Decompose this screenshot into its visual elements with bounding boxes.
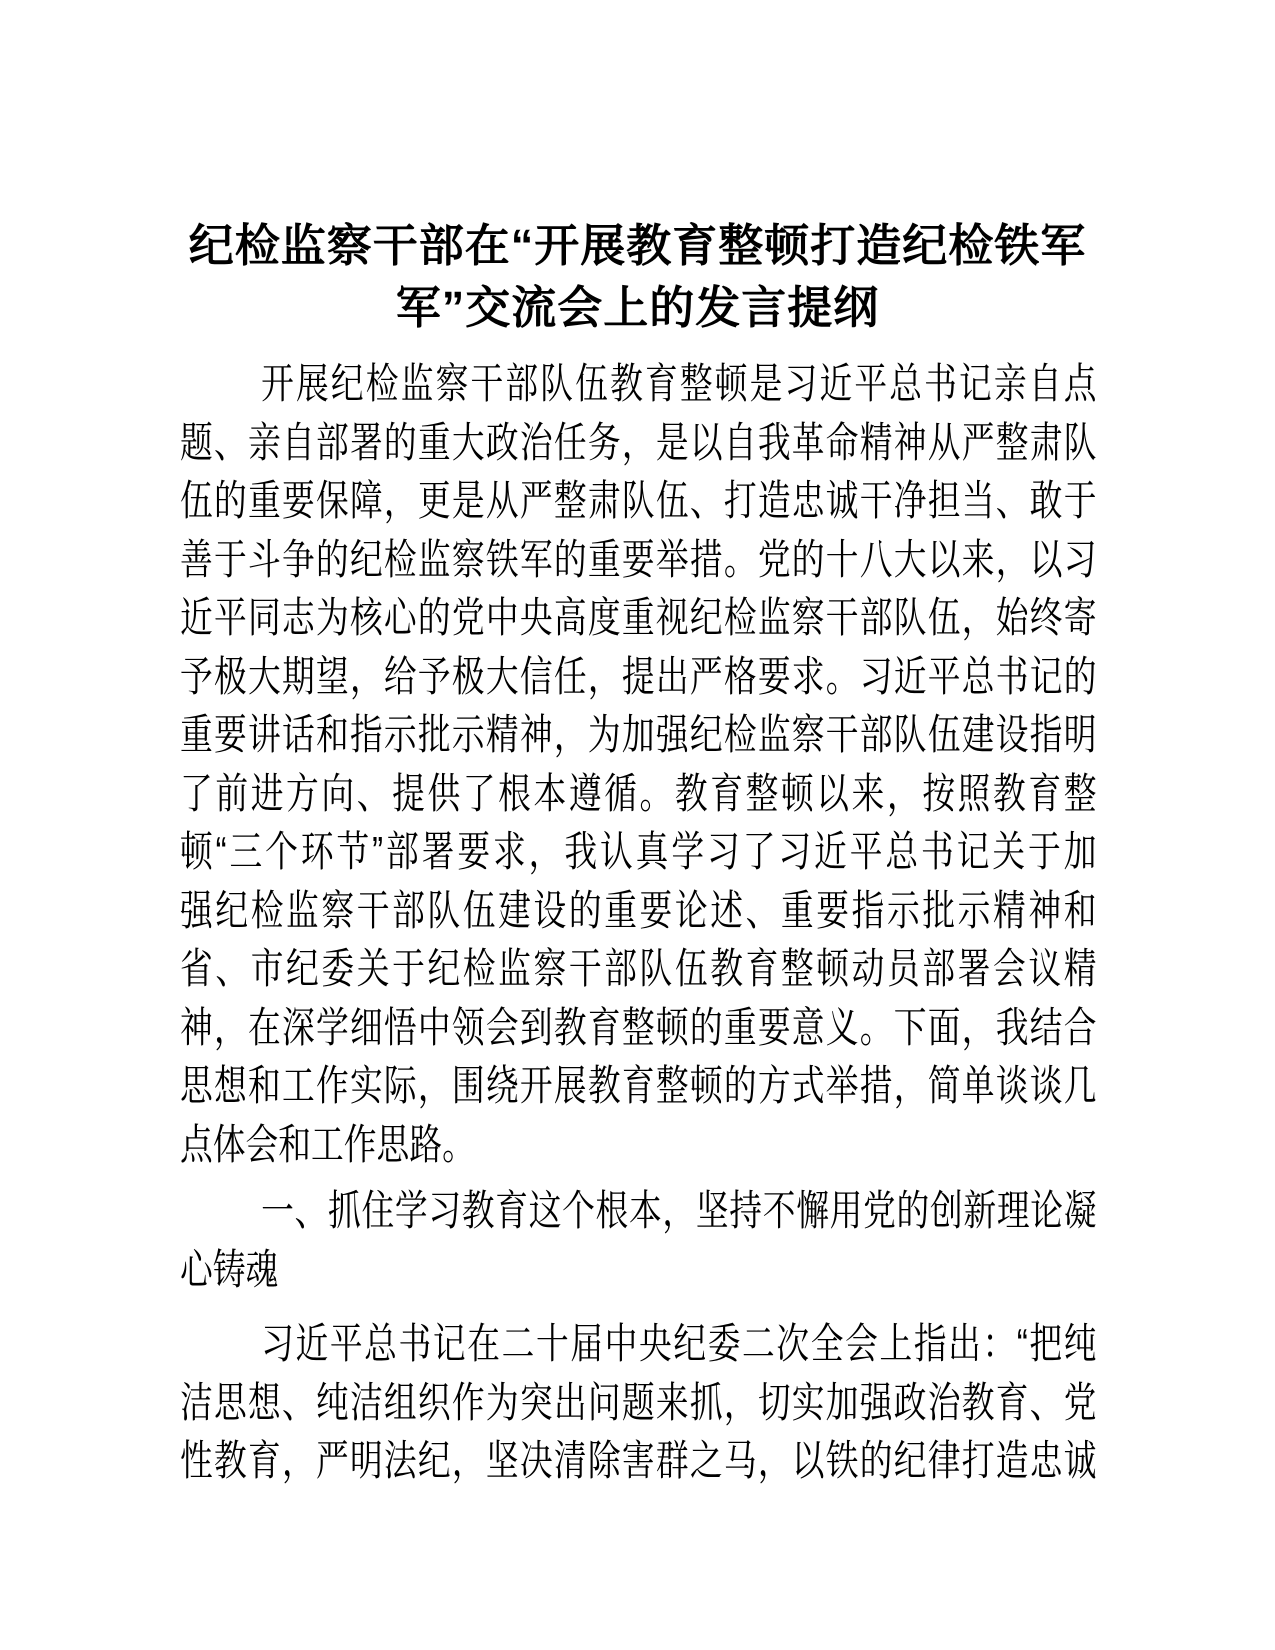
- text-line: 了前进方向、提供了根本遵循。教育整顿以来，按照教育整: [180, 769, 1097, 817]
- text-line: 题、亲自部署的重大政治任务，是以自我革命精神从严整肃队: [180, 418, 1097, 466]
- text-line: 性教育，严明法纪，坚决清除害群之马，以铁的纪律打造忠诚: [180, 1437, 1097, 1484]
- heading-line: 一、抓住学习教育这个根本，坚持不懈用党的创新理论凝: [261, 1187, 1097, 1234]
- text-line: 开展纪检监察干部队伍教育整顿是习近平总书记亲自点: [261, 360, 1097, 407]
- heading-line: 心铸魂: [180, 1245, 279, 1293]
- text-line: 伍的重要保障，更是从严整肃队伍、打造忠诚干净担当、敢于: [180, 477, 1097, 524]
- text-line: 洁思想、纯洁组织作为突出问题来抓，切实加强政治教育、党: [180, 1378, 1097, 1426]
- text-line: 点体会和工作思路。: [180, 1120, 475, 1168]
- text-line: 省、市纪委关于纪检监察干部队伍教育整顿动员部署会议精: [180, 945, 1097, 992]
- document-title-line-2: 军”交流会上的发言提纲: [395, 282, 880, 333]
- paragraph-intro: [180, 355, 1097, 1174]
- text-line: 近平同志为核心的党中央高度重视纪检监察干部队伍，始终寄: [180, 594, 1097, 641]
- paragraph-section-1-body: [180, 1315, 1097, 1491]
- text-line: 善于斗争的纪检监察铁军的重要举措。党的十八大以来，以习: [180, 535, 1097, 583]
- text-line: 重要讲话和指示批示精神，为加强纪检监察干部队伍建设指明: [180, 711, 1097, 758]
- text-line: 顿“三个环节”部署要求，我认真学习了习近平总书记关于加: [180, 828, 1097, 875]
- text-line: 习近平总书记在二十届中央纪委二次全会上指出：“把纯: [261, 1320, 1097, 1367]
- text-line: 予极大期望，给予极大信任，提出严格要求。习近平总书记的: [180, 652, 1097, 700]
- document-title-line-1: 纪检监察干部在“开展教育整顿打造纪检铁军: [188, 220, 1087, 271]
- document-body: [180, 355, 1097, 1491]
- text-line: 强纪检监察干部队伍建设的重要论述、重要指示批示精神和: [180, 886, 1097, 934]
- text-line: 思想和工作实际，围绕开展教育整顿的方式举措，简单谈谈几: [180, 1062, 1097, 1109]
- section-heading-1: [180, 1182, 1097, 1299]
- text-line: 神，在深学细悟中领会到教育整顿的重要意义。下面，我结合: [180, 1003, 1097, 1051]
- document-title: [180, 215, 1095, 339]
